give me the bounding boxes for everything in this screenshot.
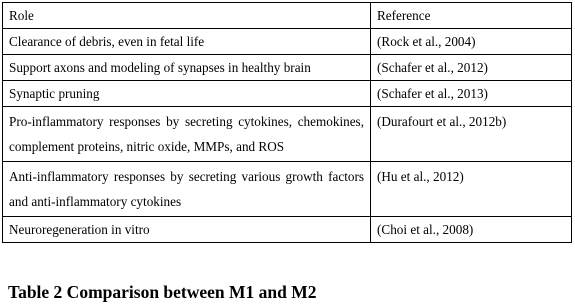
table-row xyxy=(3,55,572,81)
header-role: Role xyxy=(3,3,371,29)
reference-cell: (Schafer et al., 2012) xyxy=(371,55,572,81)
role-cell: Clearance of debris, even in fetal life xyxy=(3,29,371,55)
reference-cell: (Schafer et al., 2013) xyxy=(371,81,572,107)
role-cell: Synaptic pruning xyxy=(3,81,371,107)
table-caption: Table 2 Comparison between M1 and M2 xyxy=(8,282,317,302)
table-row xyxy=(3,217,572,243)
reference-cell: (Rock et al., 2004) xyxy=(371,29,572,55)
reference-cell: (Choi et al., 2008) xyxy=(371,217,572,243)
table-row xyxy=(3,29,572,55)
role-cell: Neuroregeneration in vitro xyxy=(3,217,371,243)
table-row xyxy=(3,162,572,217)
roles-table xyxy=(2,2,572,243)
role-cell: Anti-inflammatory responses by secreting various growth factors and anti-inflammatory cytokines xyxy=(3,162,371,217)
header-reference: Reference xyxy=(371,3,572,29)
table-row xyxy=(3,107,572,162)
reference-cell: (Durafourt et al., 2012b) xyxy=(371,107,572,162)
table-row xyxy=(3,81,572,107)
role-cell: Pro-inflammatory responses by secreting cytokines, chemokines, complement proteins, nitric oxide, MMPs, and ROS xyxy=(3,107,371,162)
role-cell: Support axons and modeling of synapses in healthy brain xyxy=(3,55,371,81)
reference-cell: (Hu et al., 2012) xyxy=(371,162,572,217)
table-header-row xyxy=(3,3,572,29)
